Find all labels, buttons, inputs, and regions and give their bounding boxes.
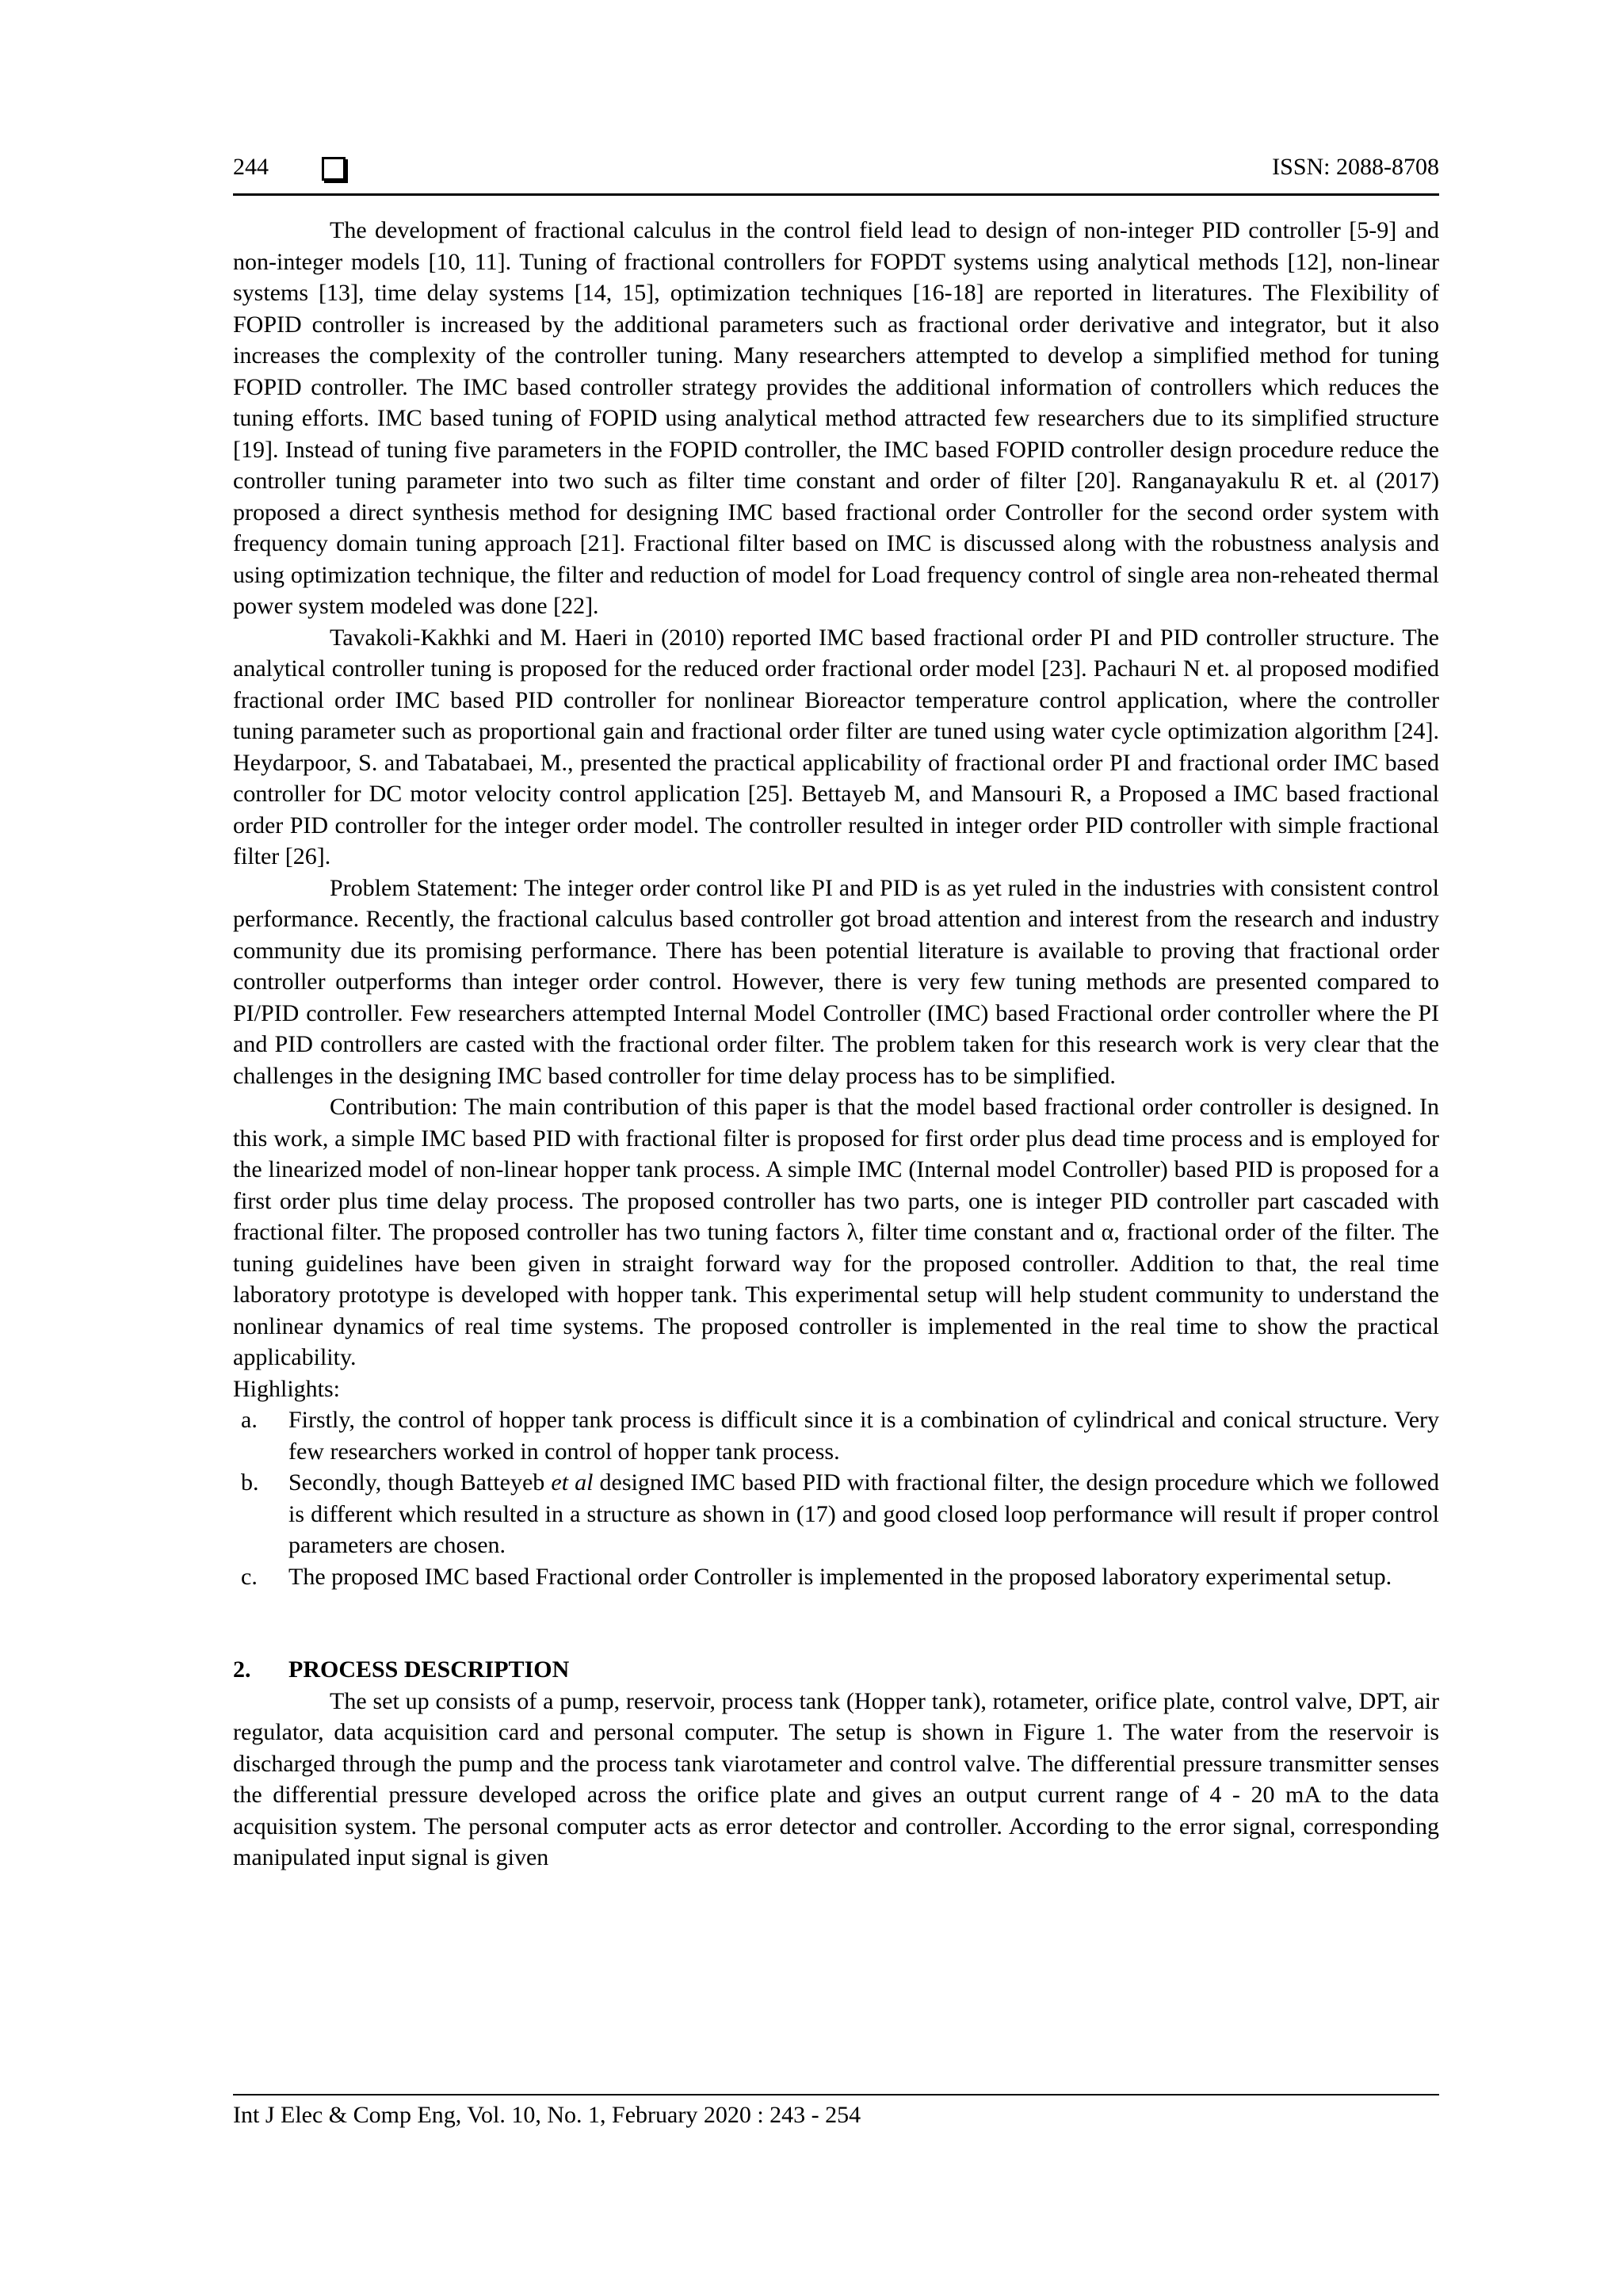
issn-label: ISSN: 2088-8708 bbox=[1272, 154, 1439, 180]
body-paragraph: Tavakoli-Kakhki and M. Haeri in (2010) reported IMC based fractional order PI and PID controller structure. The analytical controller tuning is proposed for the reduced order fractional order model [23]. Pachauri N et. al proposed modified fractional order IMC based PID controller for nonlinear Bioreactor temperature control application, where the controller tuning parameter such as proportional gain and fractional order filter are tuned using water cycle optimization algorithm [24]. Heydarpoor, S. and Tabatabaei, M., presented the practical applicability of fractional order PI and fractional order IMC based controller for DC motor velocity control application [25]. Bettayeb M, and Mansouri R, a Proposed a IMC based fractional order PID controller for the integer order model. The controller resulted in integer order PID controller with simple fractional filter [26]. bbox=[233, 624, 1439, 869]
article-body bbox=[233, 215, 1439, 1874]
square-bullet-icon bbox=[322, 157, 346, 181]
list-item-text: Firstly, the control of hopper tank process is difficult since it is a combination of cylindrical and conical structure. Very few researchers worked in control of hopper tank process. bbox=[288, 1407, 1439, 1465]
body-paragraph: Contribution: The main contribution of this paper is that the model based fractional order controller is designed. In this work, a simple IMC based PID with fractional filter is proposed for first order plus dead time process and is employed for the linearized model of non-linear hopper tank process. A simple IMC (Internal model Controller) based PID is proposed for a first order plus time delay process. The proposed controller has two parts, one is integer PID controller part cascaded with fractional filter. The proposed controller has two tuning factors λ, filter time constant and α, fractional order of the filter. The tuning guidelines have been given in straight forward way for the proposed controller. Addition to that, the real time laboratory prototype is developed with hopper tank. This experimental setup will help student community to understand the nonlinear dynamics of real time systems. The proposed controller is implemented in the real time to show the practical applicability. bbox=[233, 1094, 1439, 1370]
list-marker: b. bbox=[241, 1469, 259, 1496]
footer-rule bbox=[233, 2094, 1439, 2095]
list-item-italic: et al bbox=[551, 1469, 594, 1496]
section-heading bbox=[233, 1654, 1439, 1686]
list-item-text-end: designed IMC based PID with fractional filter, the design procedure which we followed is different which resulted in a structure as shown in (17) and good closed loop performance will result if proper control parameters are chosen. bbox=[288, 1469, 1439, 1558]
body-paragraph: The set up consists of a pump, reservoir, process tank (Hopper tank), rotameter, orifice plate, control valve, DPT, air regulator, data acquisition card and personal computer. The setup is shown in Figure 1. The water from the reservoir is discharged through the pump and the process tank viarotameter and control valve. The differential pressure transmitter senses the differential pressure developed across the orifice plate and gives an output current range of 4 - 20 mA to the data acquisition system. The personal computer acts as error detector and controller. According to the error signal, corresponding manipulated input signal is given bbox=[233, 1687, 1439, 1870]
page-header bbox=[233, 154, 1439, 193]
list-item-text: The proposed IMC based Fractional order Controller is implemented in the proposed laboratory experimental setup. bbox=[288, 1563, 1392, 1590]
list-item-text-start: Secondly, though Batteyeb bbox=[288, 1469, 552, 1496]
list-item bbox=[233, 1561, 1439, 1593]
list-item bbox=[233, 1467, 1439, 1561]
header-rule bbox=[233, 193, 1439, 196]
highlights-title: Highlights: bbox=[233, 1375, 341, 1402]
page-number: 244 bbox=[233, 154, 269, 180]
list-marker: c. bbox=[241, 1563, 258, 1590]
footer-citation: Int J Elec & Comp Eng, Vol. 10, No. 1, February 2020 : 243 - 254 bbox=[233, 2102, 861, 2128]
body-paragraph: The development of fractional calculus in the control field lead to design of non-integer PID controller [5-9] and non-integer models [10, 11]. Tuning of fractional controllers for FOPDT systems using analytical methods [12], non-linear systems [13], time delay systems [14, 15], optimization techniques [16-18] are reported in literatures. The Flexibility of FOPID controller is increased by the additional parameters such as fractional order derivative and integrator, but it also increases the complexity of the controller tuning. Many researchers attempted to develop a simplified method for tuning FOPID controller. The IMC based controller strategy provides the additional information of controllers which reduces the tuning efforts. IMC based tuning of FOPID using analytical method attracted few researchers due to its simplified structure [19]. Instead of tuning five parameters in the FOPID controller, the IMC based FOPID controller design procedure reduce the controller tuning parameter into two such as filter time constant and order of filter [20]. Ranganayakulu R et. al (2017) proposed a direct synthesis method for designing IMC based fractional order Controller for the second order system with frequency domain tuning approach [21]. Fractional filter based on IMC is discussed along with the robustness analysis and using optimization technique, the filter and reduction of model for Load frequency control of single area non-reheated thermal power system modeled was done [22]. bbox=[233, 217, 1439, 619]
body-paragraph: Problem Statement: The integer order control like PI and PID is as yet ruled in the industries with consistent control performance. Recently, the fractional calculus based controller got broad attention and interest from the research and industry community due its promising performance. There has been potential literature is available to proving that fractional order controller outperforms than integer order control. However, there is very few tuning methods are presented compared to PI/PID controller. Few researchers attempted Internal Model Controller (IMC) based Fractional order controller where the PI and PID controllers are casted with the fractional order filter. The problem taken for this research work is very clear that the challenges in the designing IMC based controller for time delay process has to be simplified. bbox=[233, 874, 1439, 1089]
section-number: 2. bbox=[233, 1656, 251, 1683]
list-item bbox=[233, 1404, 1439, 1467]
section-title: PROCESS DESCRIPTION bbox=[288, 1656, 570, 1683]
highlights-list bbox=[233, 1404, 1439, 1592]
list-marker: a. bbox=[241, 1407, 258, 1433]
